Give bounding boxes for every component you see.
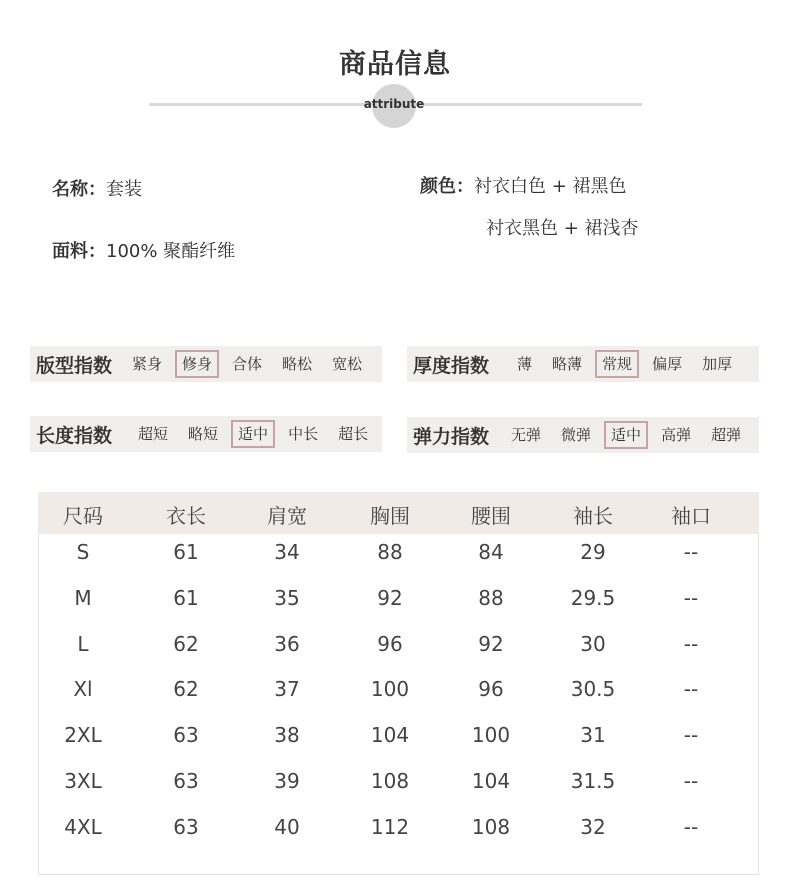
size-table-cell: Xl bbox=[73, 677, 93, 701]
fit-option: 略松 bbox=[282, 355, 313, 373]
attribute-label: attribute bbox=[363, 97, 425, 111]
length-index-bar bbox=[30, 416, 382, 452]
size-table-cell: 96 bbox=[478, 677, 504, 701]
thickness-index-label: 厚度指数 bbox=[413, 354, 490, 377]
elasticity-option: 高弹 bbox=[661, 426, 692, 444]
size-table-cell: 31.5 bbox=[570, 769, 616, 793]
size-table-cell: S bbox=[76, 540, 90, 564]
size-table-cell: 88 bbox=[478, 586, 504, 610]
size-table-header-cell: 袖长 bbox=[573, 504, 613, 528]
size-table-cell: 108 bbox=[370, 769, 410, 793]
size-table-cell: -- bbox=[683, 540, 699, 564]
fit-option: 合体 bbox=[232, 355, 263, 373]
size-table-cell: -- bbox=[683, 677, 699, 701]
size-table-cell: 88 bbox=[377, 540, 403, 564]
size-table-cell: 31 bbox=[580, 723, 606, 747]
size-table-cell: -- bbox=[683, 723, 699, 747]
color-row: 颜色：衬衣白色 + 裙黑色 bbox=[420, 176, 627, 197]
fit-index-bar bbox=[30, 346, 382, 382]
length-option-selected: 适中 bbox=[231, 420, 275, 448]
size-table-cell: 84 bbox=[478, 540, 504, 564]
size-table-cell: 112 bbox=[370, 815, 410, 839]
size-table-cell: 40 bbox=[274, 815, 300, 839]
size-table-cell: 61 bbox=[173, 586, 199, 610]
thickness-option: 偏厚 bbox=[652, 355, 683, 373]
size-table-cell: 30.5 bbox=[570, 677, 616, 701]
size-table-cell: 4XL bbox=[64, 815, 102, 839]
thickness-index-bar bbox=[407, 346, 759, 382]
size-table-cell: 63 bbox=[173, 815, 199, 839]
size-table-cell: 108 bbox=[471, 815, 511, 839]
fabric-value: 100% 聚酯纤维 bbox=[106, 241, 236, 262]
size-table-cell: 2XL bbox=[64, 723, 102, 747]
elasticity-option: 无弹 bbox=[511, 426, 542, 444]
name-row: 名称：套装 bbox=[52, 179, 142, 200]
size-table bbox=[38, 492, 759, 875]
size-table-cell: 34 bbox=[274, 540, 300, 564]
length-index-label: 长度指数 bbox=[36, 424, 113, 447]
color-label: 颜色 bbox=[420, 176, 456, 197]
size-table-cell: -- bbox=[683, 632, 699, 656]
thickness-option: 加厚 bbox=[702, 355, 733, 373]
size-table-cell: 37 bbox=[274, 677, 300, 701]
fit-option: 宽松 bbox=[332, 355, 363, 373]
size-table-cell: 63 bbox=[173, 769, 199, 793]
color-value-1: 衬衣白色 + 裙黑色 bbox=[474, 176, 627, 197]
size-table-header-cell: 肩宽 bbox=[267, 504, 307, 528]
size-table-header-cell: 腰围 bbox=[471, 504, 511, 528]
fit-index-label: 版型指数 bbox=[36, 354, 113, 377]
size-table-cell: 61 bbox=[173, 540, 199, 564]
thickness-option-selected: 常规 bbox=[595, 350, 639, 378]
size-table-cell: 100 bbox=[370, 677, 410, 701]
size-table-header-cell: 袖口 bbox=[671, 504, 711, 528]
size-table-cell: 32 bbox=[580, 815, 606, 839]
elasticity-option: 微弹 bbox=[561, 426, 592, 444]
size-table-cell: 62 bbox=[173, 677, 199, 701]
size-table-header-cell: 衣长 bbox=[166, 504, 206, 528]
size-table-cell: 38 bbox=[274, 723, 300, 747]
thickness-option: 薄 bbox=[517, 355, 533, 373]
size-table-cell: 92 bbox=[377, 586, 403, 610]
size-table-cell: -- bbox=[683, 586, 699, 610]
length-option: 略短 bbox=[188, 425, 219, 443]
size-table-cell: -- bbox=[683, 815, 699, 839]
size-table-cell: 29 bbox=[580, 540, 606, 564]
size-table-header-cell: 尺码 bbox=[63, 504, 103, 528]
size-table-header-cell: 胸围 bbox=[370, 504, 410, 528]
length-option: 超长 bbox=[338, 425, 369, 443]
size-table-cell: 104 bbox=[471, 769, 511, 793]
elasticity-index-label: 弹力指数 bbox=[413, 425, 490, 448]
thickness-option: 略薄 bbox=[552, 355, 583, 373]
fabric-row: 面料：100% 聚酯纤维 bbox=[52, 241, 236, 262]
name-value: 套装 bbox=[106, 179, 142, 200]
size-table-cell: 3XL bbox=[64, 769, 102, 793]
fit-option: 紧身 bbox=[132, 355, 163, 373]
elasticity-index-bar bbox=[407, 417, 759, 453]
size-table-cell: M bbox=[74, 586, 92, 610]
size-table-cell: 36 bbox=[274, 632, 300, 656]
size-table-cell: 29.5 bbox=[570, 586, 616, 610]
length-option: 超短 bbox=[138, 425, 169, 443]
size-table-cell: L bbox=[77, 632, 89, 656]
size-table-cell: 63 bbox=[173, 723, 199, 747]
size-table-cell: 39 bbox=[274, 769, 300, 793]
elasticity-option-selected: 适中 bbox=[604, 421, 648, 449]
color-value-2: 衬衣黑色 + 裙浅杏 bbox=[486, 218, 639, 239]
fit-option-selected: 修身 bbox=[175, 350, 219, 378]
fabric-label: 面料 bbox=[52, 241, 88, 262]
color-row-2 bbox=[486, 214, 639, 240]
page-title: 商品信息 bbox=[339, 49, 451, 80]
size-table-cell: 35 bbox=[274, 586, 300, 610]
size-table-cell: 96 bbox=[377, 632, 403, 656]
size-table-cell: 100 bbox=[471, 723, 511, 747]
size-table-cell: 92 bbox=[478, 632, 504, 656]
size-table-cell: -- bbox=[683, 769, 699, 793]
name-label: 名称 bbox=[52, 179, 88, 200]
size-table-cell: 104 bbox=[370, 723, 410, 747]
length-option: 中长 bbox=[288, 425, 319, 443]
elasticity-option: 超弹 bbox=[711, 426, 742, 444]
size-table-cell: 30 bbox=[580, 632, 606, 656]
size-table-cell: 62 bbox=[173, 632, 199, 656]
